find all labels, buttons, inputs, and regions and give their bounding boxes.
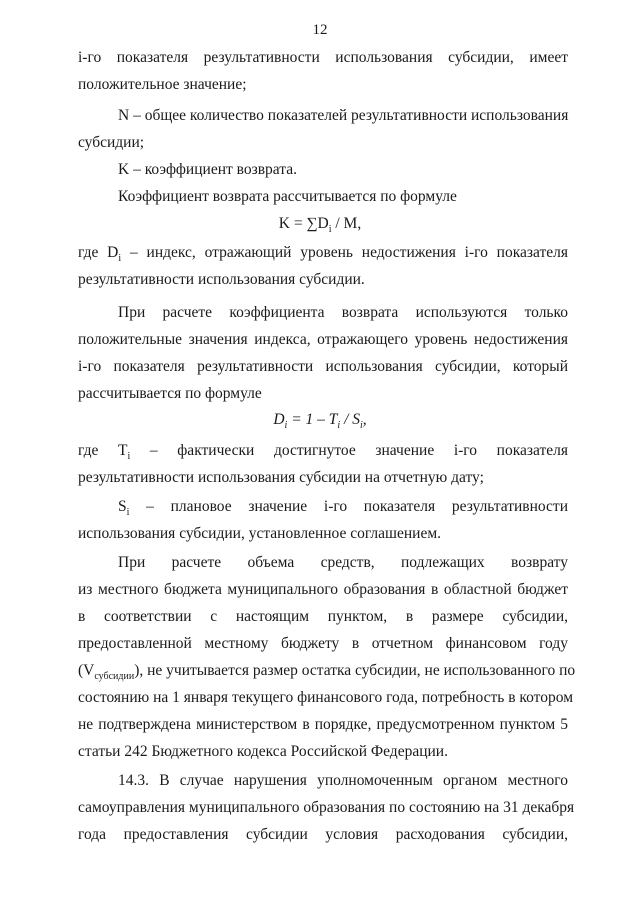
text-line: рассчитывается по формуле [78,385,262,402]
page-number: 12 [312,22,328,38]
text-line: года предоставления субсидии условия расходования субсидии, [78,826,568,843]
text-line: в соответствии с настоящим пунктом, в размере субсидии, [78,608,568,625]
subscript: субсидии [94,671,135,683]
text-line: состоянию на 1 января текущего финансового года, потребность в котором [78,689,574,706]
text-line: 14.3. В случае нарушения уполномоченным органом местного [118,772,568,789]
text-line: не подтверждена министерством в порядке, предусмотренном пунктом 5 [78,716,568,733]
formula-part: / S [340,411,360,428]
text-line: i-го показателя результативности использования субсидии, который [78,358,568,375]
text-line: i-го показателя результативности использования субсидии, имеет [78,49,568,66]
subscript: i [126,507,130,519]
formula-part: / M, [331,215,362,232]
text-line [78,441,568,467]
text-line: При расчете коэффициента возврата используются только [118,304,568,321]
text-line: положительное значение; [78,76,247,93]
formula-d [0,410,640,436]
text-line [78,243,568,269]
text-part: S [118,498,127,515]
formula-part: D [273,411,285,428]
text-line: положительные значения индекса, отражающего уровень недостижения [78,331,568,348]
subscript: i [127,451,131,463]
text-line: статьи 242 Бюджетного кодекса Российской Федерации. [78,743,448,760]
formula-subscript: i [328,224,332,236]
text-line: из местного бюджета муниципального образования в областной бюджет [78,581,568,598]
formula-part: K = ∑D [278,215,329,232]
formula-subscript: i [337,420,341,432]
text-line: При расчете объема средств, подлежащих возврату [118,554,568,571]
text-line [118,497,568,523]
text-line: субсидии; [78,134,145,151]
text-part: где D [78,244,119,261]
text-part: где T [78,442,128,459]
formula-part: , [362,411,367,428]
text-line: результативности использования субсидии. [78,271,365,288]
text-part: – индекс, отражающий уровень недостижения i-го показателя [121,244,569,261]
text-part: – плановое значение i-го показателя результативности [129,498,568,515]
text-line: Коэффициент возврата рассчитывается по формуле [118,188,457,205]
text-line: K – коэффициент возврата. [118,161,297,178]
formula-subscript: i [284,420,288,432]
text-line [78,661,576,687]
text-line: предоставленной местному бюджету в отчетном финансовом году [78,635,568,652]
text-part: (V [78,662,95,679]
text-line: N – общее количество показателей результативности использования [118,107,569,124]
text-line: результативности использования субсидии на отчетную дату; [78,469,484,486]
formula-k [0,214,640,240]
text-line: самоуправления муниципального образования по состоянию на 31 декабря [78,799,575,816]
formula-subscript: i [360,420,363,432]
subscript: i [118,253,122,265]
formula-part: = 1 – T [287,411,338,428]
text-part: – фактически достигнутое значение i-го показателя [130,442,568,459]
text-line: использования субсидии, установленное соглашением. [78,525,442,542]
text-part: ), не учитывается размер остатка субсидии, не использованного по [134,662,576,679]
